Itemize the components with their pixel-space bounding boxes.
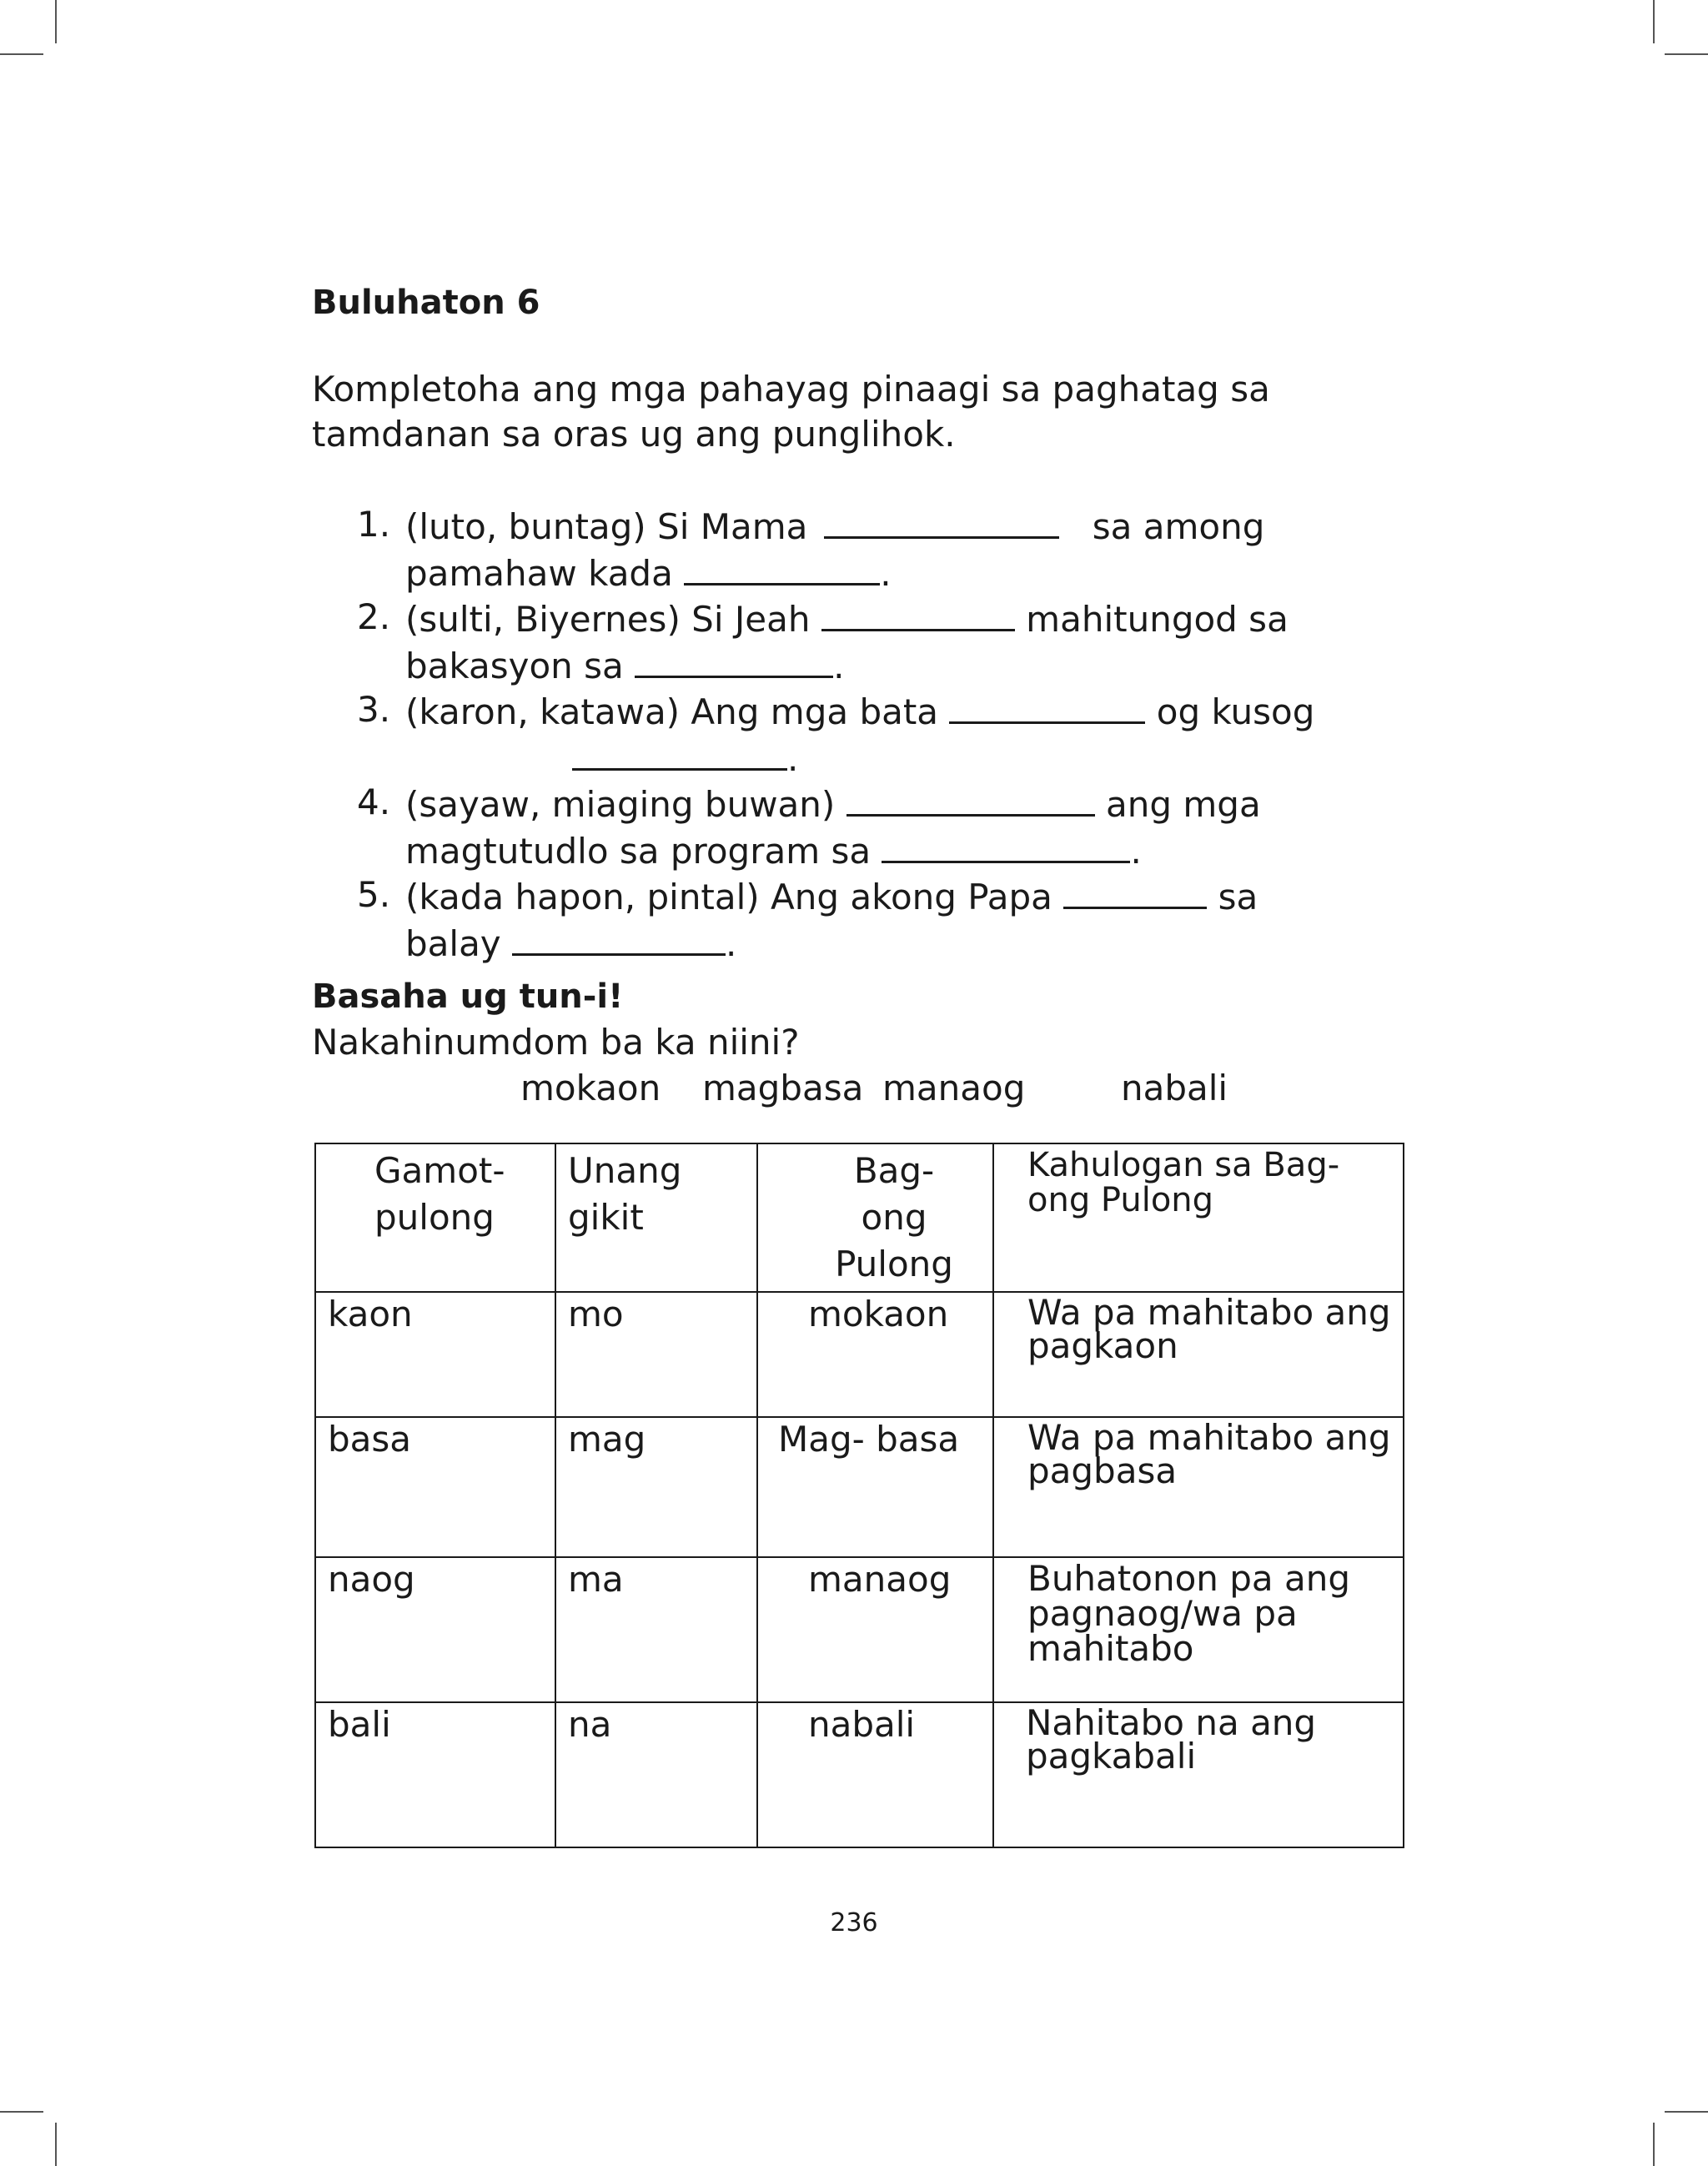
answer-blank[interactable] bbox=[635, 642, 833, 678]
exercise-item bbox=[350, 596, 1351, 688]
header-cell bbox=[555, 1143, 757, 1292]
item-end: . bbox=[726, 922, 737, 964]
activity-heading: Buluhaton 6 bbox=[312, 284, 540, 322]
header-cell bbox=[993, 1143, 1404, 1292]
crop-mark bbox=[1665, 53, 1708, 55]
crop-mark bbox=[0, 2111, 43, 2113]
answer-blank[interactable] bbox=[572, 735, 787, 771]
answer-blank[interactable] bbox=[882, 827, 1130, 863]
item-end: . bbox=[787, 737, 799, 779]
item-text: (karon, katawa) Ang mga bata bbox=[405, 691, 939, 732]
item-number: 5. bbox=[357, 874, 391, 915]
word-magbasa: magbasa bbox=[702, 1068, 864, 1108]
exercise-list bbox=[350, 503, 1351, 966]
crop-mark bbox=[1653, 0, 1655, 43]
item-text: sa balay bbox=[405, 877, 1258, 964]
table-cell: nabali bbox=[757, 1702, 993, 1847]
table-cell: basa bbox=[315, 1417, 555, 1557]
answer-blank[interactable] bbox=[821, 596, 1015, 631]
table-row bbox=[315, 1292, 1404, 1417]
header-cell bbox=[315, 1143, 555, 1292]
table-cell: kaon bbox=[315, 1292, 555, 1417]
table-row bbox=[315, 1702, 1404, 1847]
word-nabali: nabali bbox=[1121, 1068, 1228, 1108]
header-cell bbox=[757, 1143, 993, 1292]
question-text: Nakahinumdom ba ka niini? bbox=[312, 1022, 800, 1063]
answer-blank[interactable] bbox=[846, 781, 1095, 817]
exercise-item bbox=[350, 781, 1351, 873]
item-text: (sayaw, miaging buwan) bbox=[405, 784, 836, 825]
word-manaog: manaog bbox=[882, 1068, 1026, 1108]
item-end: . bbox=[1130, 830, 1142, 872]
item-text: (kada hapon, pintal) Ang akong Papa bbox=[405, 877, 1052, 917]
header-label: Bag-ong Pulong bbox=[835, 1150, 953, 1284]
crop-mark bbox=[0, 53, 43, 55]
table-cell: bali bbox=[315, 1702, 555, 1847]
exercise-item bbox=[350, 873, 1351, 966]
table-cell: Nahitabo na ang pagkabali bbox=[993, 1702, 1404, 1847]
table-cell: ma bbox=[555, 1557, 757, 1702]
item-text: og kusog bbox=[1156, 691, 1315, 732]
instructions: Kompletoha ang mga pahayag pinaagi sa paghatag sa tamdanan sa oras ug ang punglihok. bbox=[312, 369, 1270, 455]
table-cell: Mag- basa bbox=[757, 1417, 993, 1557]
word-formation-table bbox=[314, 1143, 1404, 1848]
item-text: ang mga magtutudlo sa program sa bbox=[405, 784, 1261, 872]
crop-mark bbox=[55, 0, 57, 43]
item-number: 2. bbox=[357, 596, 391, 637]
table-row bbox=[315, 1557, 1404, 1702]
exercise-item bbox=[350, 503, 1351, 596]
answer-blank[interactable] bbox=[684, 550, 880, 585]
table-cell: mokaon bbox=[757, 1292, 993, 1417]
table-cell: na bbox=[555, 1702, 757, 1847]
item-text: (luto, buntag) Si Mama bbox=[405, 506, 808, 547]
header-label: Unang gikit bbox=[568, 1150, 682, 1238]
item-end: . bbox=[880, 552, 892, 594]
exercise-item bbox=[350, 688, 1351, 781]
item-text: (sulti, Biyernes) Si Jeah bbox=[405, 599, 811, 640]
item-number: 1. bbox=[357, 504, 391, 545]
table-cell: Wa pa mahitabo ang pagbasa bbox=[993, 1417, 1404, 1557]
header-label: Kahulogan sa Bag-ong Pulong bbox=[1027, 1146, 1340, 1219]
crop-mark bbox=[1665, 2111, 1708, 2113]
header-label: Gamot-pulong bbox=[374, 1150, 505, 1238]
table-cell: mag bbox=[555, 1417, 757, 1557]
table-row bbox=[315, 1417, 1404, 1557]
crop-mark bbox=[55, 2123, 57, 2166]
answer-blank[interactable] bbox=[824, 503, 1059, 539]
section-heading: Basaha ug tun-i! bbox=[312, 977, 624, 1016]
table-cell: naog bbox=[315, 1557, 555, 1702]
answer-blank[interactable] bbox=[949, 688, 1145, 724]
page-number: 236 bbox=[830, 1908, 878, 1937]
item-end: . bbox=[833, 645, 845, 686]
table-cell: manaog bbox=[757, 1557, 993, 1702]
answer-blank[interactable] bbox=[512, 920, 726, 956]
item-number: 4. bbox=[357, 781, 391, 822]
table-cell: mo bbox=[555, 1292, 757, 1417]
crop-mark bbox=[1653, 2123, 1655, 2166]
item-text: mahitungod sa bakasyon sa bbox=[405, 599, 1289, 686]
item-text: sa among pamahaw kada bbox=[405, 506, 1265, 594]
table-header-row bbox=[315, 1143, 1404, 1292]
table-cell: Buhatonon pa ang pagnaog/wa pa mahitabo bbox=[993, 1557, 1404, 1702]
item-number: 3. bbox=[357, 689, 391, 730]
table-cell: Wa pa mahitabo ang pagkaon bbox=[993, 1292, 1404, 1417]
answer-blank[interactable] bbox=[1063, 873, 1207, 909]
word-mokaon: mokaon bbox=[520, 1068, 661, 1108]
